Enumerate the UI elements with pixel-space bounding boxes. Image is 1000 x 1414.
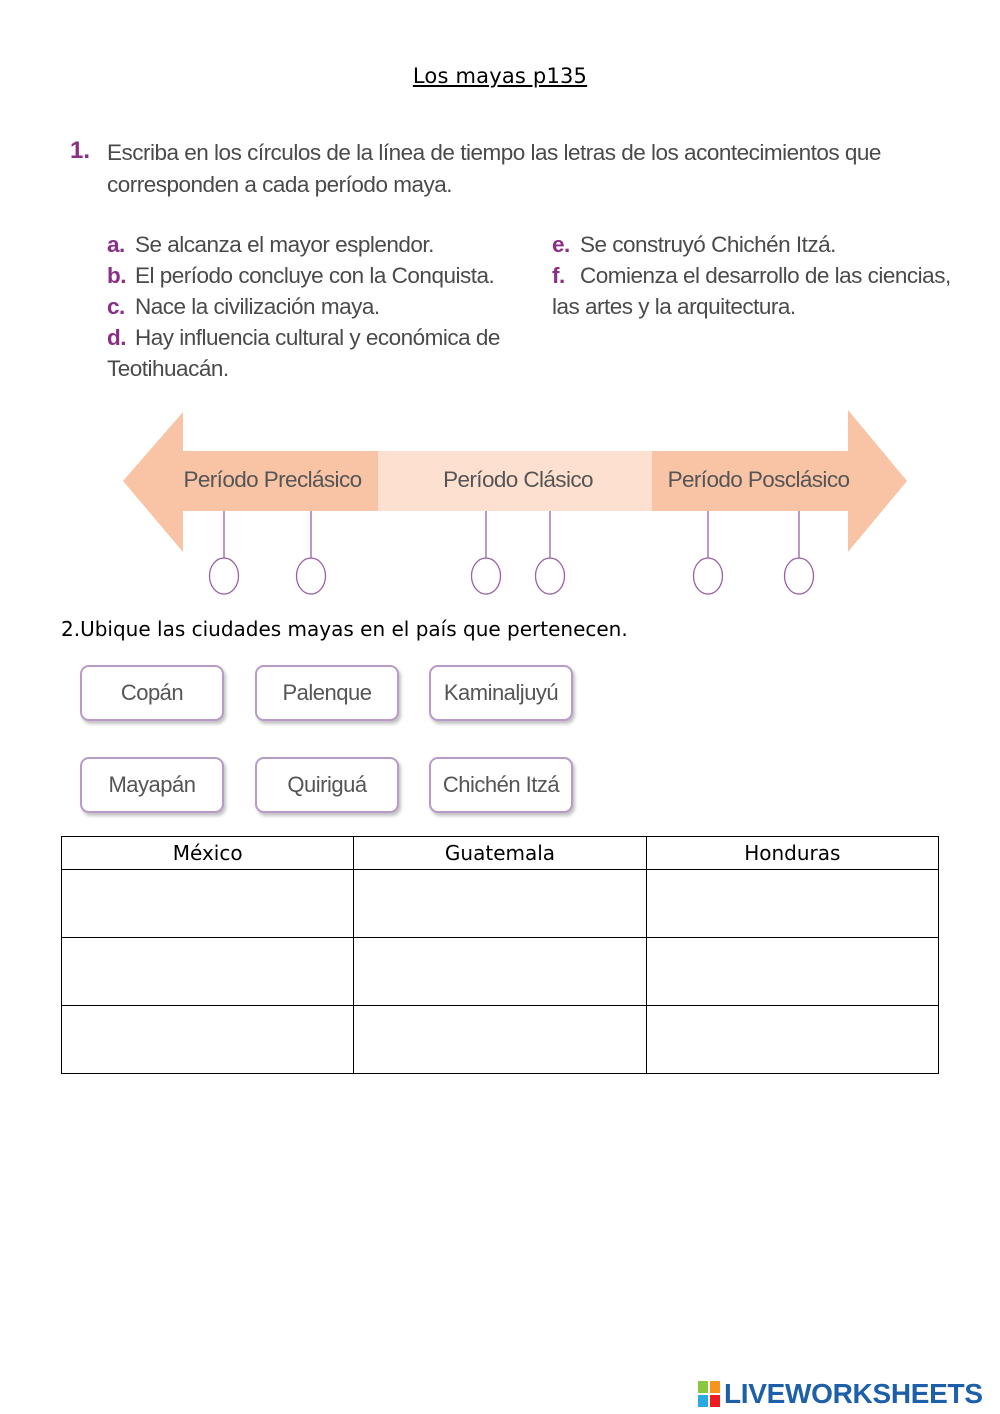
option-letter: e. — [552, 232, 570, 257]
drop-cell[interactable] — [646, 938, 938, 1006]
option-b — [107, 260, 537, 291]
option-f — [552, 260, 982, 291]
city-chip-palenque[interactable]: Palenque — [255, 665, 399, 721]
drop-cell[interactable] — [354, 1006, 646, 1074]
column-header-honduras: Honduras — [646, 837, 938, 870]
liveworksheets-icon — [698, 1381, 720, 1407]
answer-circle-1[interactable] — [210, 558, 239, 594]
city-chip-kaminaljuyu[interactable]: Kaminaljuyú — [429, 665, 573, 721]
drop-cell[interactable] — [62, 1006, 354, 1074]
table-row — [62, 938, 939, 1006]
question1-number: 1. — [70, 137, 91, 164]
option-text: Nace la civilización maya. — [135, 294, 380, 319]
drop-cell[interactable] — [354, 870, 646, 938]
option-e — [552, 229, 982, 260]
period-label-posclasico: Período Posclásico — [667, 467, 850, 492]
city-chip-quirigua[interactable]: Quiriguá — [255, 757, 399, 813]
column-header-mexico: México — [62, 837, 354, 870]
drop-cell[interactable] — [354, 938, 646, 1006]
answer-circle-6[interactable] — [785, 558, 814, 594]
period-label-clasico: Período Clásico — [443, 467, 593, 492]
answer-circle-5[interactable] — [694, 558, 723, 594]
option-text: Hay influencia cultural y económica de — [135, 325, 500, 350]
drop-cell[interactable] — [62, 870, 354, 938]
option-text: Se construyó Chichén Itzá. — [580, 232, 836, 257]
option-text: El período concluye con la Conquista. — [135, 263, 495, 288]
drop-cell[interactable] — [646, 870, 938, 938]
drop-cell[interactable] — [646, 1006, 938, 1074]
liveworksheets-logo — [698, 1374, 983, 1414]
question2-instructions: 2.Ubique las ciudades mayas en el país que pertenecen. — [61, 617, 628, 641]
drop-cell[interactable] — [62, 938, 354, 1006]
answer-circle-2[interactable] — [297, 558, 326, 594]
table-header-row — [62, 837, 939, 870]
city-chip-chichen-itza[interactable]: Chichén Itzá — [429, 757, 573, 813]
option-c — [107, 291, 537, 322]
option-a — [107, 229, 537, 260]
answer-circle-group — [210, 511, 814, 594]
timeline-arrow — [0, 400, 1000, 605]
option-letter: a. — [107, 232, 125, 257]
options-left — [107, 229, 537, 384]
countries-table — [61, 836, 939, 1074]
liveworksheets-wordmark: LIVEWORKSHEETS — [724, 1378, 983, 1409]
worksheet-title: Los mayas p135 — [412, 64, 588, 88]
option-text: Se alcanza el mayor esplendor. — [135, 232, 434, 257]
option-text: Comienza el desarrollo de las ciencias, — [580, 263, 951, 288]
table-row — [62, 1006, 939, 1074]
city-chip-copan[interactable]: Copán — [80, 665, 224, 721]
table-row — [62, 870, 939, 938]
options-right — [552, 229, 982, 322]
city-chip-mayapan[interactable]: Mayapán — [80, 757, 224, 813]
column-header-guatemala: Guatemala — [354, 837, 646, 870]
option-f-continuation: las artes y la arquitectura. — [552, 294, 796, 319]
answer-circle-4[interactable] — [536, 558, 565, 594]
option-letter: d. — [107, 325, 126, 350]
option-letter: c. — [107, 294, 125, 319]
option-letter: b. — [107, 263, 126, 288]
question1-instructions: Escriba en los círculos de la línea de tiempo las letras de los acontecimientos que corresponden a cada período maya. — [107, 140, 881, 197]
period-label-preclasico: Período Preclásico — [183, 467, 362, 492]
option-d — [107, 322, 537, 353]
option-d-continuation: Teotihuacán. — [107, 356, 229, 381]
answer-circle-3[interactable] — [472, 558, 501, 594]
option-letter: f. — [552, 263, 565, 288]
